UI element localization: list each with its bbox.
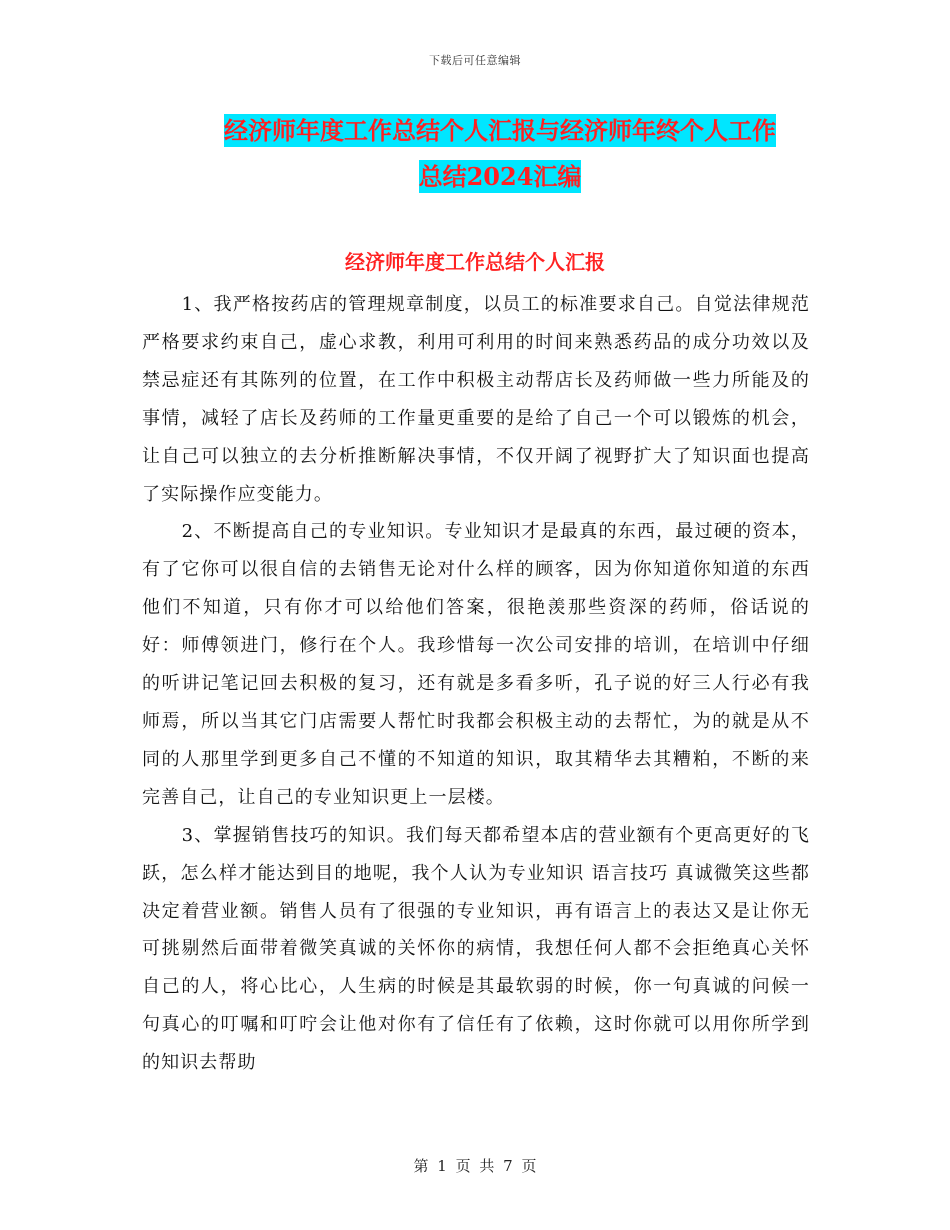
document-title [140,108,860,200]
paragraph-1: 1、我严格按药店的管理规章制度，以员工的标准要求自己。自觉法律规范严格要求约束自己，虚心求教，利用可利用的时间来熟悉药品的成分功效以及禁忌症还有其陈列的位置，在工作中积极主动帮店长及药师做一些力所能及的事情，减轻了店长及药师的工作量更重要的是给了自己一个可以锻炼的机会，让自己可以独立的去分析推断解决事情，不仅开阔了视野扩大了知识面也提高了实际操作应变能力。 [142,294,810,505]
paragraph-2: 2、不断提高自己的专业知识。专业知识才是最真的东西，最过硬的资本，有了它你可以很自信的去销售无论对什么样的顾客，因为你知道你知道的东西他们不知道，只有你才可以给他们答案，很艳羡那些资深的药师，俗话说的好：师傅领进门，修行在个人。我珍惜每一次公司安排的培训，在培训中仔细的听讲记笔记回去积极的复习，还有就是多看多听，孔子说的好三人行必有我师焉，所以当其它门店需要人帮忙时我都会积极主动的去帮忙，为的就是从不同的人那里学到更多自己不懂的不知道的知识，取其精华去其糟粕，不断的来完善自己，让自己的专业知识更上一层楼。 [142,521,810,808]
header-note: 下载后可任意编辑 [429,54,521,67]
paragraph-3: 3、掌握销售技巧的知识。我们每天都希望本店的营业额有个更高更好的飞跃，怎么样才能达到目的地呢，我个人认为专业知识 语言技巧 真诚微笑这些都决定着营业额。销售人员有了很强的专业知识，再有语言上的表达又是让你无可挑剔然后面带着微笑真诚的关怀你的病情，我想任何人都不会拒绝真心关怀自己的人，将心比心，人生病的时候是其最软弱的时候，你一句真诚的问候一句真心的叮嘱和叮咛会让他对你有了信任有了依赖，这时你就可以用你所学到的知识去帮助 [142,824,810,1074]
body-text [142,286,810,1082]
document-title-line-1: 经济师年度工作总结个人汇报与经济师年终个人工作 [224,116,776,145]
section-title: 经济师年度工作总结个人汇报 [345,250,605,274]
page-number-footer: 第 1 页 共 7 页 [413,1157,537,1175]
document-title-line-2: 总结2024汇编 [418,162,582,191]
